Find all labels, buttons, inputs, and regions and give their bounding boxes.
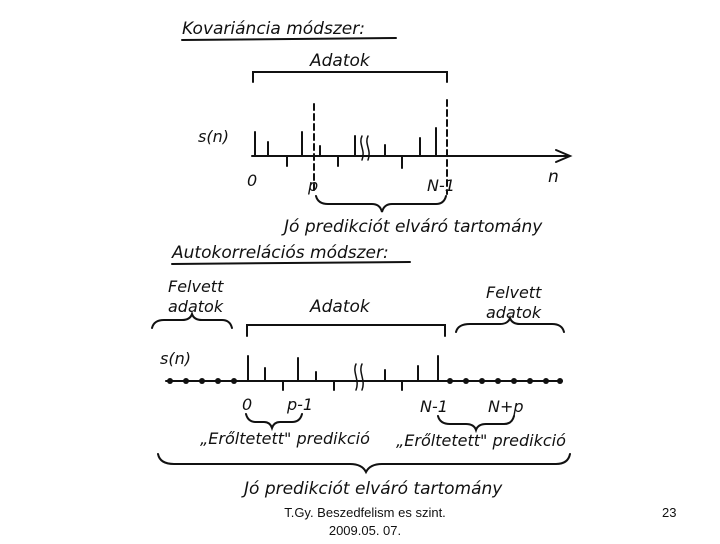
- covariance-tick-0: 0: [247, 171, 258, 190]
- autocorrelation-range-label: Jó predikciót elváró tartomány: [244, 479, 503, 499]
- covariance-tick-n1: N-1: [427, 176, 455, 195]
- autocorrelation-break-mark: [355, 364, 363, 390]
- page-number: 23: [662, 505, 677, 520]
- covariance-tick-p: p: [308, 176, 319, 195]
- autocorrelation-tick-0: 0: [242, 395, 253, 414]
- recorded-right-line2: adatok: [486, 303, 542, 322]
- autocorrelation-range-brace: [158, 454, 570, 472]
- autocorrelation-tick-n1: N-1: [420, 397, 448, 416]
- autocorrelation-samples: [248, 356, 438, 390]
- footer-line-2: 2009.05. 07.: [328, 523, 402, 538]
- covariance-range-brace: [316, 196, 446, 212]
- recorded-left-line2: adatok: [168, 297, 224, 316]
- covariance-title: Kovariáncia módszer:: [182, 19, 365, 39]
- autocorrelation-data-label: Adatok: [310, 297, 370, 317]
- covariance-samples: [255, 128, 436, 168]
- recorded-left-brace: [152, 314, 232, 328]
- forced-right-brace: [438, 416, 514, 430]
- recorded-right-line1: Felvett: [486, 283, 542, 302]
- forced-right-label: „Erőltetett" predikció: [396, 431, 566, 450]
- forced-left-label: „Erőltetett" predikció: [200, 429, 370, 448]
- forced-left-brace: [246, 414, 302, 428]
- autocorrelation-data-bracket: [247, 325, 445, 336]
- covariance-signal-label: s(n): [198, 127, 229, 146]
- autocorrelation-tick-np: N+p: [488, 397, 524, 416]
- covariance-axis-label: n: [548, 167, 559, 187]
- covariance-data-bracket: [253, 72, 447, 82]
- autocorrelation-signal-label: s(n): [160, 349, 191, 368]
- covariance-data-label: Adatok: [310, 51, 370, 71]
- autocorrelation-title: Autokorrelációs módszer:: [172, 243, 389, 263]
- autocorrelation-tick-p1: p-1: [287, 395, 314, 414]
- slide-footer: [270, 504, 460, 540]
- covariance-range-label: Jó predikciót elváró tartomány: [284, 217, 543, 237]
- footer-line-1: T.Gy. Beszedfelism es szint.: [284, 505, 446, 520]
- recorded-right-brace: [456, 318, 564, 332]
- recorded-left-line1: Felvett: [168, 277, 224, 296]
